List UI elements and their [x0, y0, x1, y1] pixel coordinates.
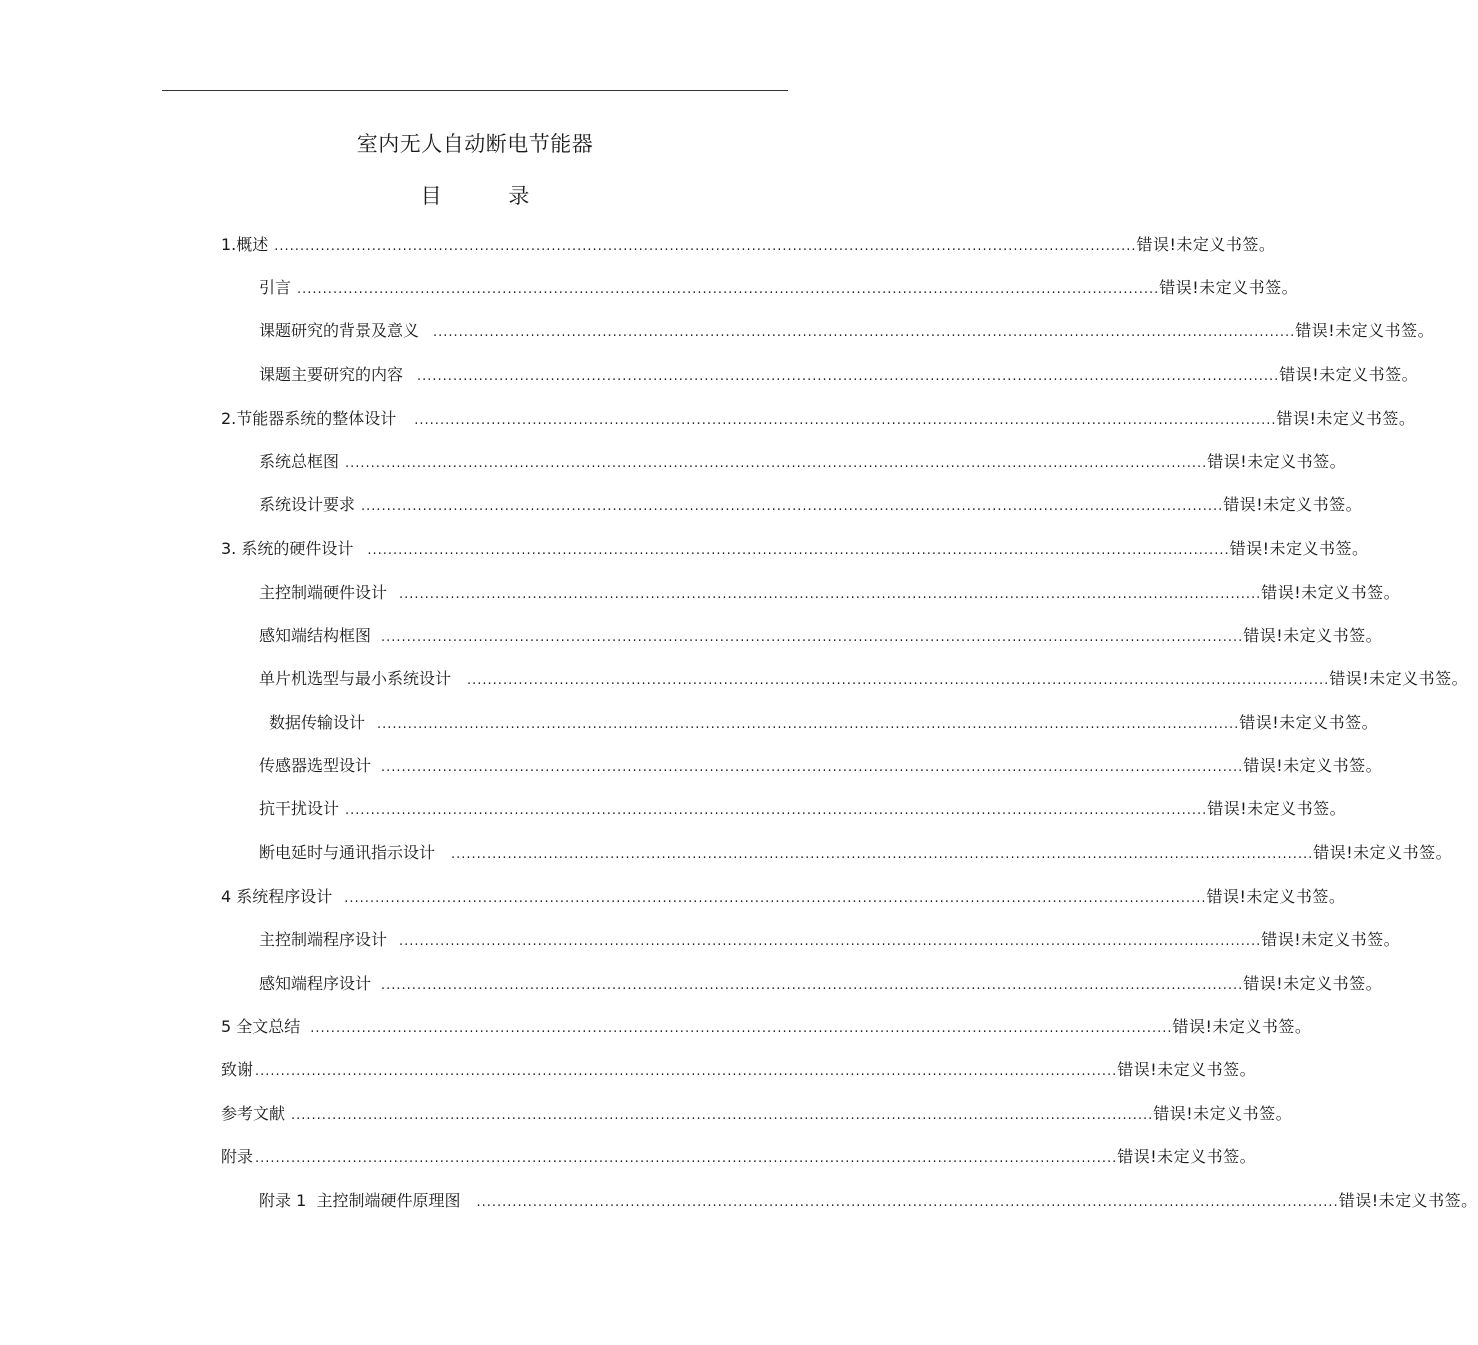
toc-heading: 目 录 [420, 184, 560, 208]
toc-entry-label: 断电延时与通讯指示设计 [259, 843, 436, 862]
toc-entry-label: 附录 1 主控制端硬件原理图 [259, 1191, 461, 1210]
toc-dot-leader: ........................................................................................................................................................................ [345, 803, 1208, 818]
toc-entry-label: 主控制端硬件设计 [259, 583, 388, 602]
toc-dot-leader: ........................................................................................................................................................................ [310, 1021, 1173, 1036]
toc-entry-label: 5 全文总结 [221, 1017, 301, 1036]
toc-dot-leader: ........................................................................................................................................................................ [417, 369, 1280, 384]
toc-entry[interactable] [221, 406, 1416, 430]
toc-entry-label: 抗干扰设计 [259, 799, 340, 818]
toc-entry-label: 4 系统程序设计 [221, 887, 333, 906]
toc-entry-page: 错误!未定义书签。 [1223, 495, 1363, 514]
toc-entry-page: 错误!未定义书签。 [1338, 1191, 1478, 1210]
toc-dot-leader: ........................................................................................................................................................................ [467, 673, 1330, 688]
toc-dot-leader: ........................................................................................................................................................................ [291, 1108, 1154, 1123]
toc-dot-leader: ........................................................................................................................................................................ [345, 456, 1208, 471]
toc-entry-label: 3. 系统的硬件设计 [221, 539, 354, 558]
toc-entry-label: 单片机选型与最小系统设计 [259, 669, 452, 688]
toc-entry-label: 课题主要研究的内容 [259, 365, 404, 384]
toc-dot-leader: ........................................................................................................................................................................ [399, 587, 1262, 602]
toc-entry[interactable] [221, 1144, 1257, 1168]
toc-dot-leader: ........................................................................................................................................................................ [367, 543, 1230, 558]
toc-entry[interactable] [221, 1057, 1257, 1081]
toc-entry[interactable] [259, 275, 1299, 299]
toc-entry-label: 主控制端程序设计 [259, 930, 388, 949]
toc-entry[interactable] [221, 1014, 1312, 1038]
toc-dot-leader: ........................................................................................................................................................................ [255, 1151, 1118, 1166]
toc-entry-label: 感知端程序设计 [259, 974, 372, 993]
toc-entry-page: 错误!未定义书签。 [1207, 799, 1347, 818]
toc-entry-page: 错误!未定义书签。 [1295, 321, 1435, 340]
toc-dot-leader: ........................................................................................................................................................................ [414, 413, 1277, 428]
toc-entry-label: 系统设计要求 [259, 495, 356, 514]
toc-entry-page: 错误!未定义书签。 [1229, 539, 1369, 558]
toc-entry-label: 2.节能器系统的整体设计 [221, 409, 397, 428]
toc-dot-leader: ........................................................................................................................................................................ [377, 717, 1240, 732]
toc-entry-page: 错误!未定义书签。 [1136, 235, 1276, 254]
toc-dot-leader: ........................................................................................................................................................................ [297, 282, 1160, 297]
toc-entry[interactable] [259, 623, 1383, 647]
toc-dot-leader: ........................................................................................................................................................................ [381, 630, 1244, 645]
toc-dot-leader: ........................................................................................................................................................................ [344, 891, 1207, 906]
toc-entry-label: 参考文献 [221, 1104, 286, 1123]
toc-entry-page: 错误!未定义书签。 [1207, 452, 1347, 471]
toc-entry[interactable] [221, 536, 1369, 560]
toc-entry-page: 错误!未定义书签。 [1117, 1060, 1257, 1079]
toc-entry-label: 传感器选型设计 [259, 756, 372, 775]
toc-dot-leader: ........................................................................................................................................................................ [451, 847, 1314, 862]
toc-entry-label: 系统总框图 [259, 452, 340, 471]
toc-dot-leader: ........................................................................................................................................................................ [381, 978, 1244, 993]
toc-entry[interactable] [259, 580, 1401, 604]
toc-entry-label: 致谢 [221, 1060, 254, 1079]
document-title: 室内无人自动断电节能器 [356, 132, 594, 156]
toc-entry[interactable] [259, 449, 1347, 473]
toc-entry[interactable] [259, 362, 1419, 386]
toc-entry-page: 错误!未定义书签。 [1313, 843, 1453, 862]
toc-entry-label: 数据传输设计 [269, 713, 366, 732]
toc-entry-page: 错误!未定义书签。 [1261, 583, 1401, 602]
toc-entry-page: 错误!未定义书签。 [1261, 930, 1401, 949]
toc-entry-page: 错误!未定义书签。 [1279, 365, 1419, 384]
toc-dot-leader: ........................................................................................................................................................................ [476, 1195, 1339, 1210]
toc-entry[interactable] [269, 710, 1379, 734]
toc-entry[interactable] [259, 492, 1363, 516]
toc-entry-label: 感知端结构框图 [259, 626, 372, 645]
toc-dot-leader: ........................................................................................................................................................................ [361, 499, 1224, 514]
toc-entry-page: 错误!未定义书签。 [1153, 1104, 1293, 1123]
toc-entry-page: 错误!未定义书签。 [1239, 713, 1379, 732]
toc-entry[interactable] [259, 796, 1347, 820]
toc-dot-leader: ........................................................................................................................................................................ [399, 934, 1262, 949]
toc-entry[interactable] [259, 840, 1453, 864]
toc-dot-leader: ........................................................................................................................................................................ [255, 1064, 1118, 1079]
toc-entry-page: 错误!未定义书签。 [1206, 887, 1346, 906]
toc-entry-label: 课题研究的背景及意义 [259, 321, 420, 340]
toc-entry[interactable] [259, 927, 1401, 951]
toc-entry-page: 错误!未定义书签。 [1159, 278, 1299, 297]
toc-dot-leader: ........................................................................................................................................................................ [274, 239, 1137, 254]
toc-entry[interactable] [259, 971, 1383, 995]
toc-entry-page: 错误!未定义书签。 [1172, 1017, 1312, 1036]
toc-entry-label: 1.概述 [221, 235, 269, 254]
toc-entry[interactable] [221, 232, 1276, 256]
toc-entry[interactable] [221, 884, 1346, 908]
toc-entry-page: 错误!未定义书签。 [1243, 756, 1383, 775]
toc-dot-leader: ........................................................................................................................................................................ [381, 760, 1244, 775]
toc-entry[interactable] [259, 753, 1383, 777]
toc-entry[interactable] [221, 1101, 1293, 1125]
toc-entry-page: 错误!未定义书签。 [1117, 1147, 1257, 1166]
toc-dot-leader: ........................................................................................................................................................................ [433, 325, 1296, 340]
toc-entry[interactable] [259, 318, 1435, 342]
toc-entry-page: 错误!未定义书签。 [1243, 974, 1383, 993]
toc-entry[interactable] [259, 666, 1469, 690]
toc-entry-label: 引言 [259, 278, 292, 297]
toc-entry-page: 错误!未定义书签。 [1243, 626, 1383, 645]
toc-entry[interactable] [259, 1188, 1478, 1212]
toc-entry-label: 附录 [221, 1147, 254, 1166]
toc-entry-page: 错误!未定义书签。 [1329, 669, 1469, 688]
toc-entry-page: 错误!未定义书签。 [1276, 409, 1416, 428]
